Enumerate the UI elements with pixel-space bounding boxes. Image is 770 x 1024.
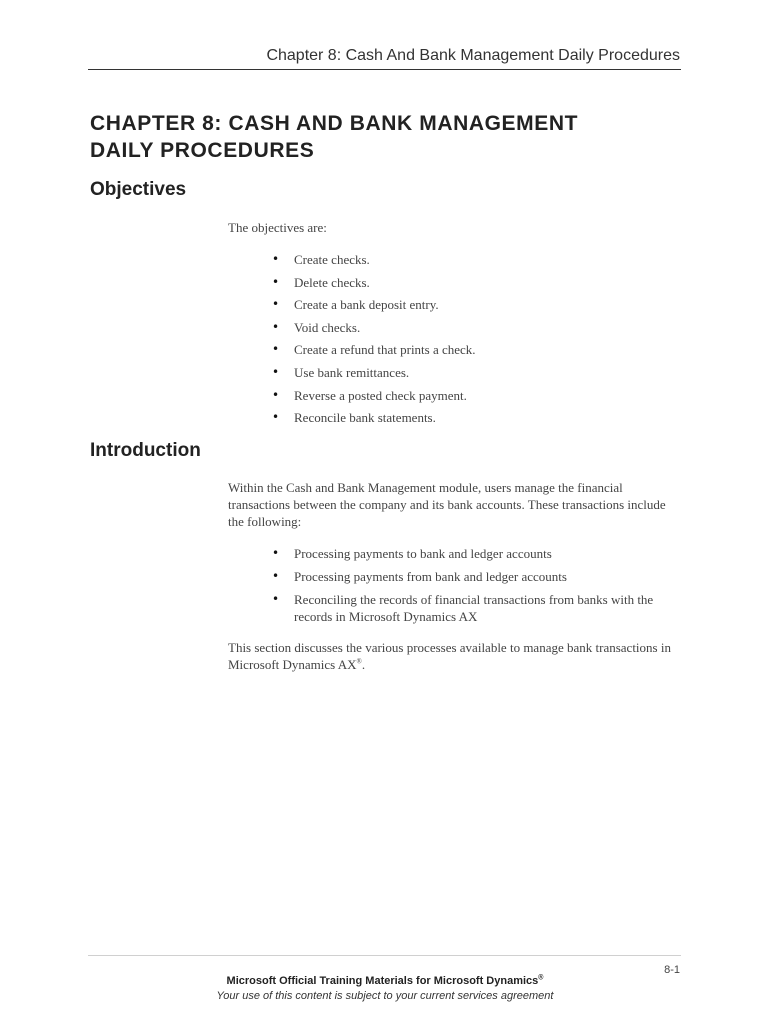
bullet-icon: • (272, 546, 280, 560)
chapter-title (90, 110, 690, 164)
list-item: • Reconciling the records of financial transactions from banks with the records in Microsoft Dynamics AX (272, 592, 654, 624)
introduction-list (270, 545, 685, 631)
footer-copyright: Microsoft Official Training Materials for Microsoft Dynamics® (226, 974, 544, 987)
header-rule (88, 69, 681, 70)
page-number: 8-1 (664, 964, 680, 976)
list-item: • Reverse a posted check payment. (272, 387, 467, 403)
section-summary-paragraph: This section discusses the various processes available to manage bank transactions in Microsoft Dynamics AX®. (228, 640, 671, 672)
list-item: • Void checks. (272, 319, 361, 335)
list-item: • Use bank remittances. (272, 364, 410, 380)
list-item: • Reconcile bank statements. (272, 410, 436, 426)
bullet-icon: • (272, 387, 280, 402)
registered-mark: ® (538, 974, 544, 982)
objectives-heading: Objectives (90, 179, 187, 200)
bullet-icon: • (272, 252, 280, 266)
introduction-paragraph: Within the Cash and Bank Management module, users manage the financial transactions between the company and its bank accounts. These transactions include the following: (228, 480, 666, 529)
list-item: • Create checks. (272, 252, 370, 267)
list-item: • Create a bank deposit entry. (272, 297, 439, 313)
chapter-title-line1: CHAPTER 8: CASH AND BANK MANAGEMENT (90, 112, 579, 135)
bullet-icon: • (272, 569, 280, 583)
bullet-icon: • (272, 592, 280, 606)
introduction-heading: Introduction (90, 440, 201, 461)
bullet-icon: • (272, 342, 280, 357)
bullet-icon: • (272, 274, 280, 289)
objectives-intro: The objectives are: (228, 220, 327, 235)
bullet-icon: • (272, 364, 280, 379)
bullet-icon: • (272, 319, 280, 334)
footer-terms: Your use of this content is subject to your current services agreement (216, 990, 554, 1002)
list-item: • Processing payments to bank and ledger accounts (272, 546, 552, 561)
list-item: • Delete checks. (272, 274, 370, 290)
bullet-icon: • (272, 410, 280, 425)
list-item: • Create a refund that prints a check. (272, 342, 476, 358)
list-item: • Processing payments from bank and ledger accounts (272, 569, 567, 584)
objectives-list (270, 251, 685, 432)
running-header: Chapter 8: Cash And Bank Management Daily Procedures (266, 47, 680, 64)
chapter-title-line2: DAILY PROCEDURES (90, 139, 315, 162)
registered-mark: ® (356, 657, 362, 666)
bullet-icon: • (272, 297, 280, 312)
footer-rule (88, 955, 681, 956)
